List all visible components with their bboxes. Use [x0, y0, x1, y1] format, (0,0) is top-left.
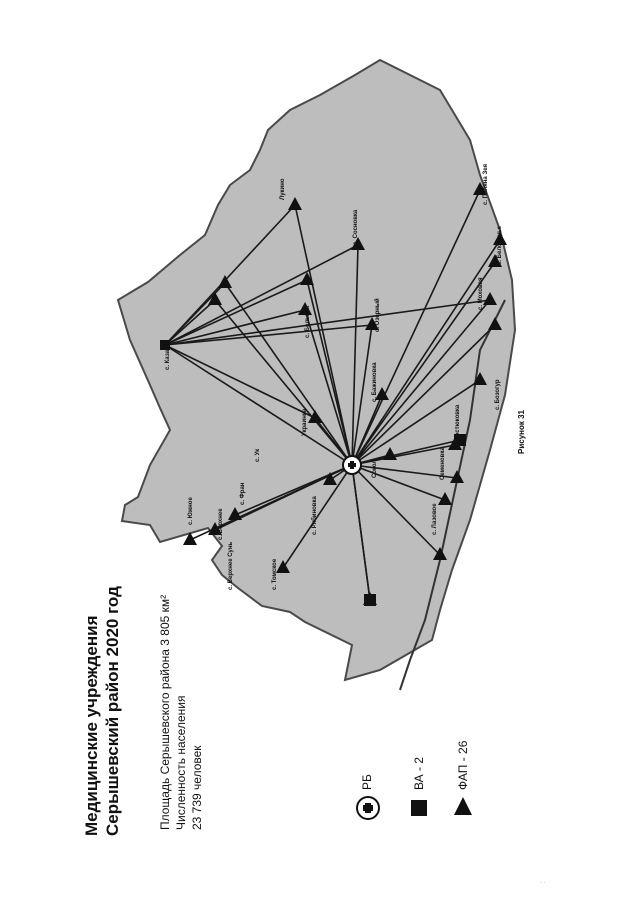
legend-label-rb: РБ [360, 774, 374, 790]
label-lukino: Лукино [280, 178, 286, 200]
legend-symbols [357, 797, 472, 819]
label-kazanka: с. Казанка [165, 339, 171, 370]
legend-triangle-icon [454, 797, 472, 815]
label-lazovoe: с. Лазовое [432, 503, 438, 535]
label-fran: с. Фран [240, 482, 246, 505]
population-value: 23 739 человек [190, 745, 204, 830]
district-boundary [118, 60, 515, 680]
label-bzogur: с. Бозогур [495, 379, 501, 410]
label-vvsun: с. Верхнее Сунь [228, 541, 234, 590]
label-ukrainka: Украинка [302, 408, 308, 436]
figure-caption: Рисунок 31 [517, 410, 526, 454]
label-tomsk: с. Томское [272, 558, 278, 590]
label-semen: Семеновка [440, 447, 446, 480]
label-sosnovka: с. Сосновка [353, 209, 359, 245]
scan-mark: · · [540, 880, 546, 886]
info-block [157, 595, 205, 830]
label-belo-r: с. Белоручье [497, 225, 503, 265]
title-line-2: Серышевский район 2020 год [103, 586, 122, 836]
label-mokhovaya: с. Моховая [478, 277, 484, 310]
label-ozernyj: с. Озерный [375, 298, 381, 332]
title-line-1: Медицинские учреждения [82, 615, 101, 836]
legend-label-fap: ФАП - 26 [456, 740, 470, 790]
label-sokol: Сокол [372, 459, 378, 478]
label-kost: Костюковка [455, 404, 461, 440]
label-belnik: с. Бельник [305, 305, 311, 338]
area-line: Площадь Серышевского района 3 805 км² [158, 594, 172, 830]
label-verkh: с. Верхнее [218, 508, 224, 540]
population-label: Численность населения [174, 695, 188, 830]
label-ukr-m: с. Ук [255, 448, 261, 462]
label-uzhnoe: с. Южное [188, 497, 194, 525]
va-square-icon [364, 594, 376, 606]
title-block [81, 586, 123, 836]
label-ryabinovka: с. Рябиновка [312, 496, 318, 535]
legend-hospital-cross-icon [357, 797, 379, 819]
label-bazhinovka: с. Бажиновка [372, 362, 378, 402]
label-pl-zeya: с. Поляна Зея [483, 163, 489, 205]
legend-square-icon [411, 800, 427, 816]
legend-label-va: ВА - 2 [412, 757, 426, 790]
